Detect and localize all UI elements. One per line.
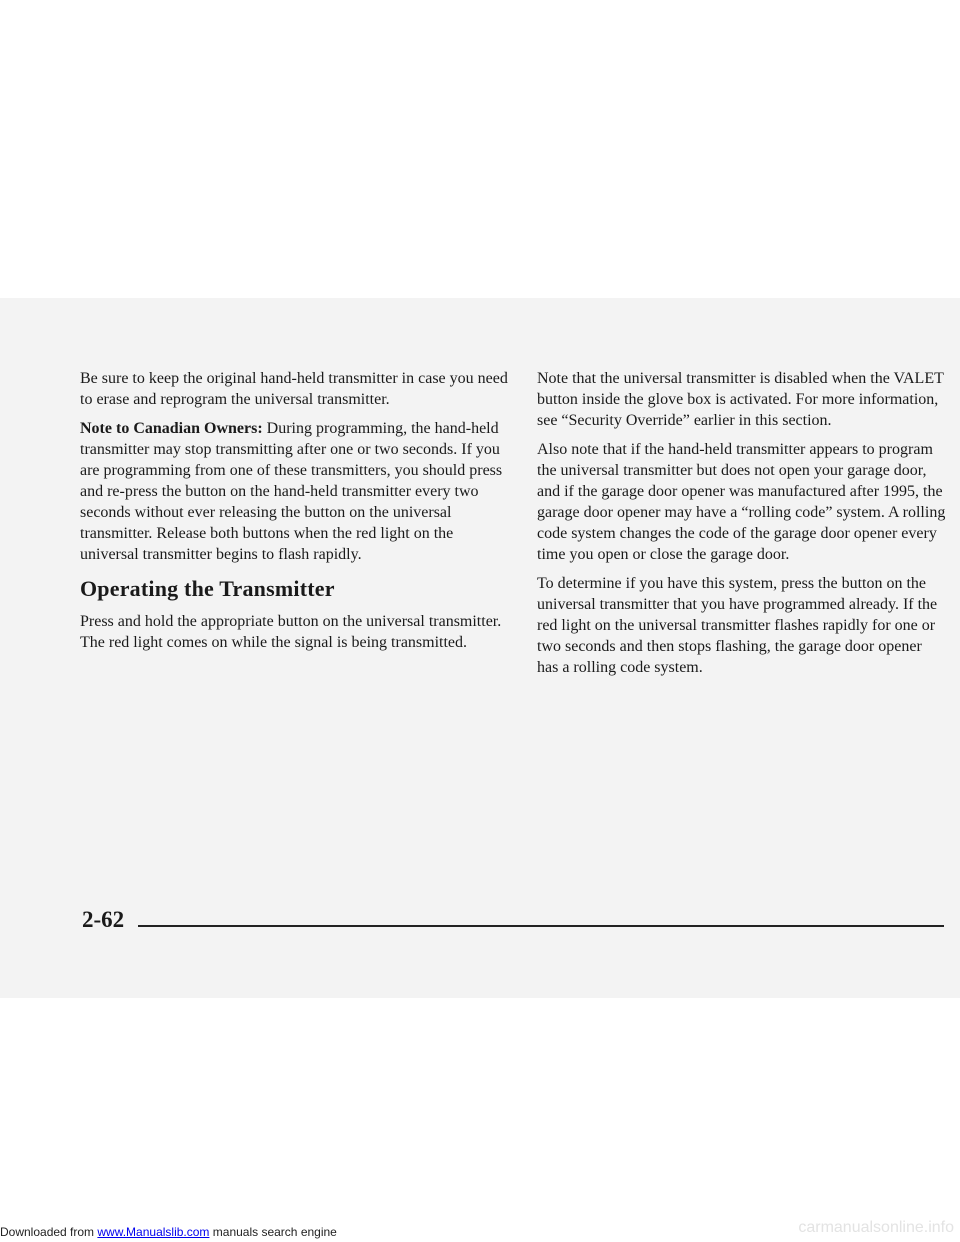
determine-system-paragraph: To determine if you have this system, press the button on the universal transmitter that you have programmed already. If the red light on the universal transmitter flashes rapidly for one or two seconds and then stops flashing, the garage door opener has a rolling code system. (537, 575, 938, 676)
left-column (80, 368, 508, 661)
canadian-owners-note-lead: Note to Canadian Owners: (80, 420, 263, 437)
download-banner-prefix: Downloaded from (0, 1225, 98, 1239)
keep-original-transmitter-paragraph: Be sure to keep the original hand-held transmitter in case you need to erase and reprogram the universal transmitter. (80, 370, 508, 408)
rolling-code-paragraph: Also note that if the hand-held transmitter appears to program the universal transmitter but does not open your garage door, and if the garage door opener was manufactured after 1995, the garage door opener may have a “rolling code” system. A rolling code system changes the code of the garage door opener every time you open or close the garage door. (537, 441, 946, 563)
canadian-owners-note-paragraph (80, 418, 508, 565)
page-number: 2-62 (82, 907, 125, 932)
section-heading-operating: Operating the Transmitter (80, 576, 335, 601)
right-column (537, 368, 947, 686)
download-banner-suffix: manuals search engine (209, 1225, 337, 1239)
manualslib-link[interactable]: www.Manualslib.com (97, 1225, 210, 1239)
download-banner (0, 1224, 337, 1240)
canadian-owners-note-body: During programming, the hand-held transmitter may stop transmitting after one or two seconds. If you are programming from one of these transmitters, you should press and re-press the button on the hand-held transmitter every two seconds without ever releasing the button on the universal transmitter. Release both buttons when the red light on the universal transmitter begins to flash rapidly. (80, 420, 503, 563)
valet-disable-paragraph: Note that the universal transmitter is disabled when the VALET button inside the glove box is activated. For more information, see “Security Override” earlier in this section. (537, 370, 944, 429)
footer-rule (138, 925, 944, 927)
operating-instructions-paragraph: Press and hold the appropriate button on the universal transmitter. The red light comes on while the signal is being transmitted. (80, 613, 502, 651)
site-watermark: carmanualsonline.info (798, 1219, 954, 1236)
